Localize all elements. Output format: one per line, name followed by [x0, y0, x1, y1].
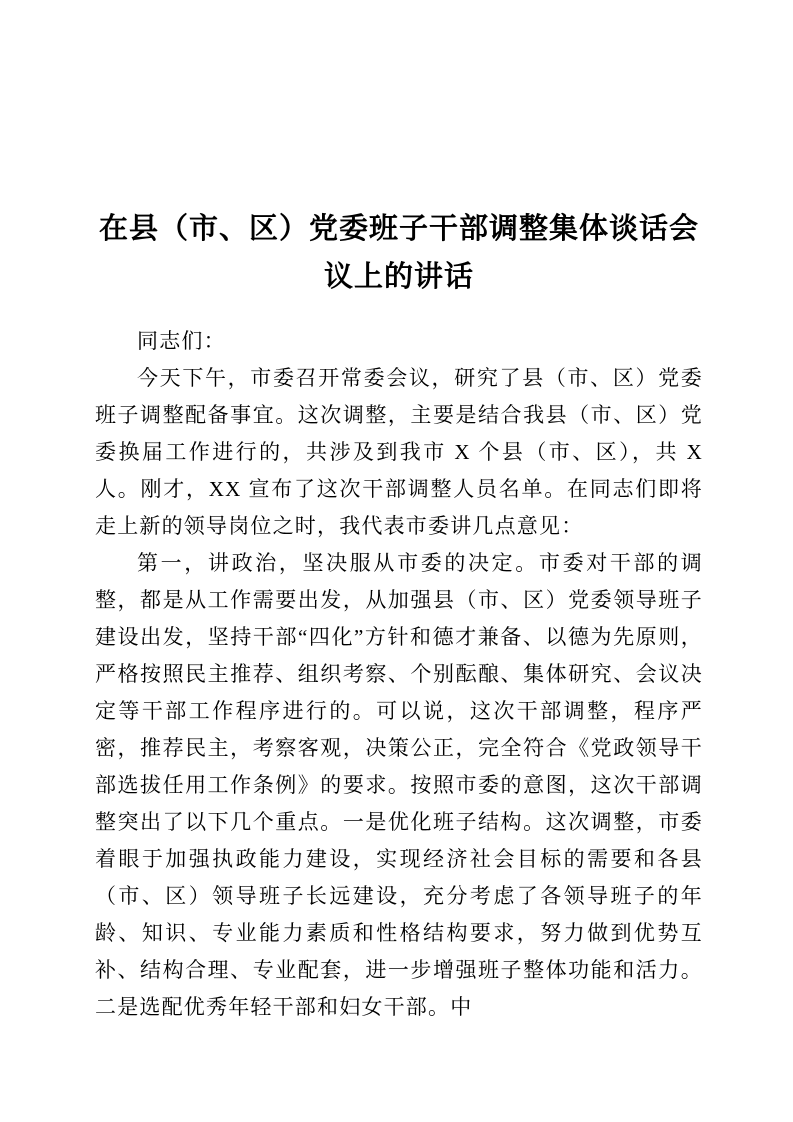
intro-paragraph: 今天下午，市委召开常委会议，研究了县（市、区）党委班子调整配备事宜。这次调整，主要是结合我县（市、区）党委换届工作进行的，共涉及到我市 X 个县（市、区），共 X 人。刚才，XX 宣布了这次干部调整人员名单。在同志们即将走上新的领导岗位之时，我代表市委讲几点意见：	[95, 366, 703, 538]
body-paragraph-first-point: 第一，讲政治，坚决服从市委的决定。市委对干部的调整，都是从工作需要出发，从加强县（市、区）党委领导班子建设出发，坚持干部“四化”方针和德才兼备、以德为先原则，严格按照民主推荐、组织考察、个别酝酿、集体研究、会议决定等干部工作程序进行的。可以说，这次干部调整，程序严密，推荐民主，考察客观，决策公正，完全符合《党政领导干部选拔任用工作条例》的要求。按照市委的意图，这次干部调整突出了以下几个重点。一是优化班子结构。这次调整，市委着眼于加强执政能力建设，实现经济社会目标的需要和各县（市、区）领导班子长远建设，充分考虑了各领导班子的年龄、知识、专业能力素质和性格结构要求，努力做到优势互补、结构合理、专业配套，进一步增强班子整体功能和活力。二是选配优秀年轻干部和妇女干部。中	[95, 551, 703, 1019]
document-title: 在县（市、区）党委班子干部调整集体谈话会议上的讲话	[98, 213, 699, 293]
salutation-paragraph: 同志们：	[137, 329, 226, 353]
